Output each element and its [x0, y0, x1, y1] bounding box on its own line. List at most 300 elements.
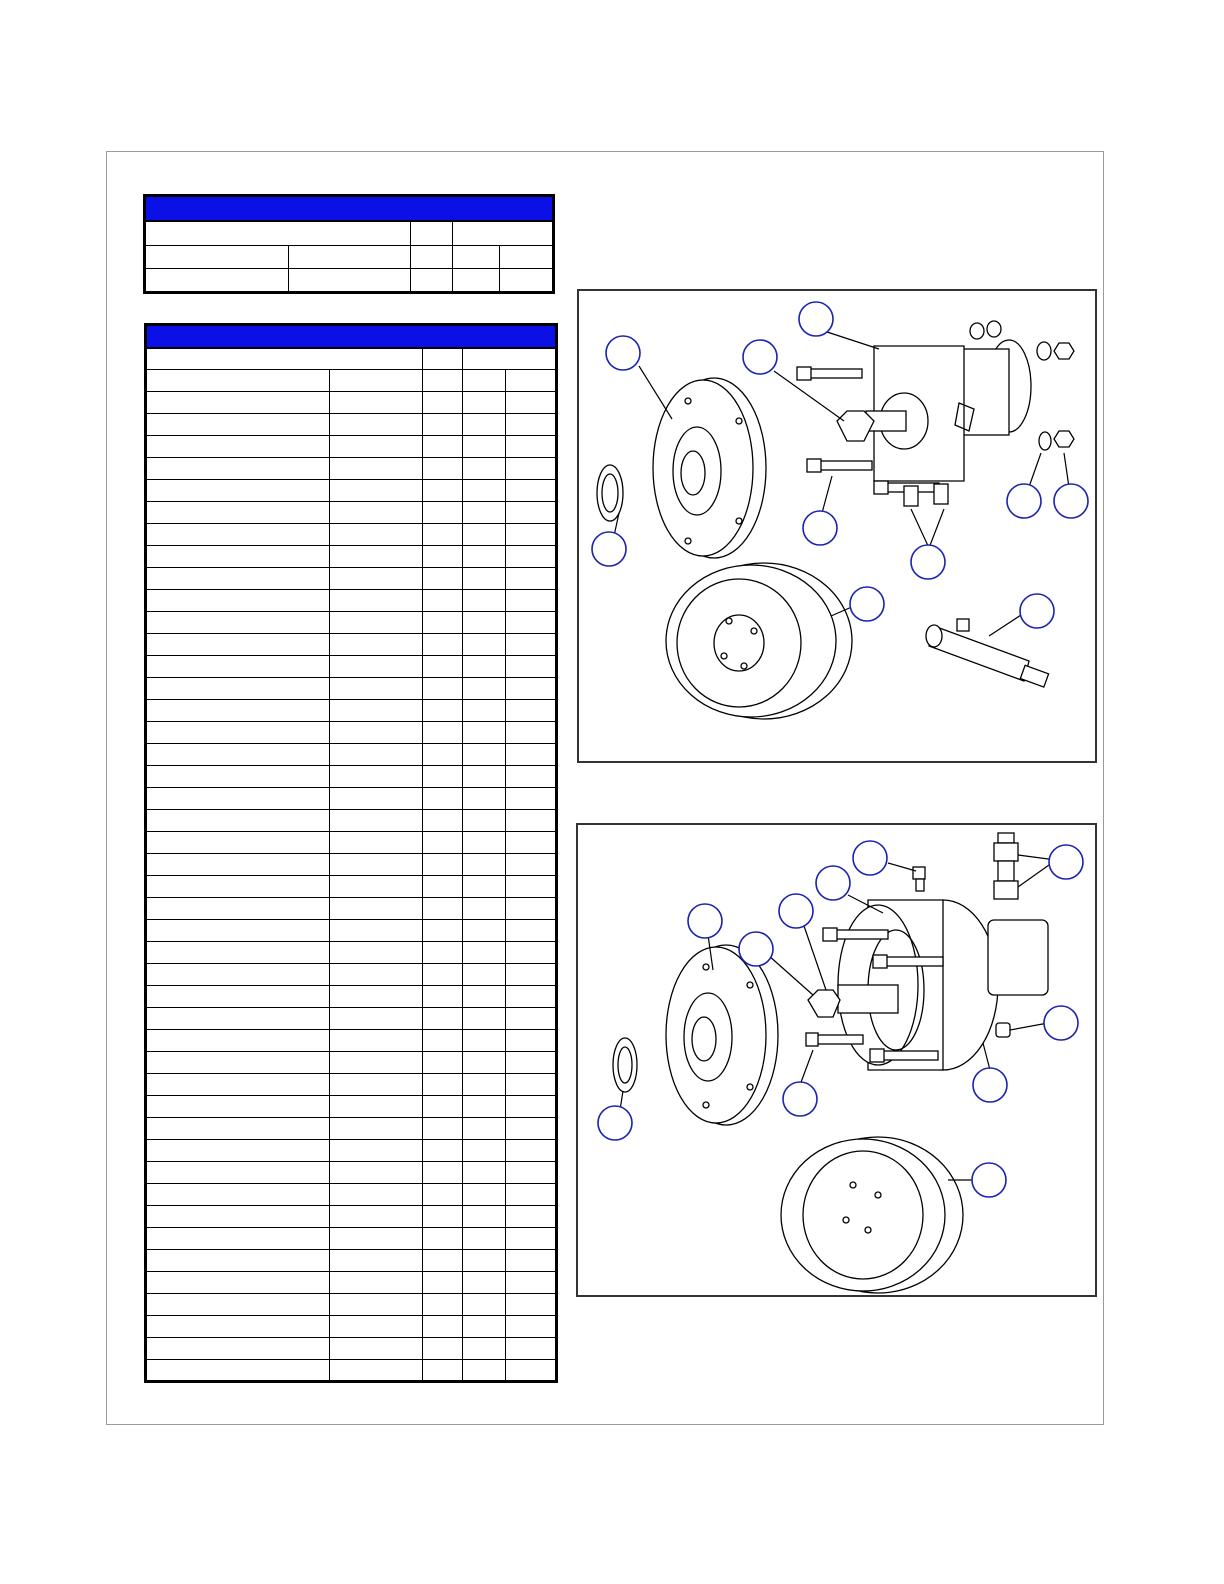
parts-list-cell — [330, 414, 422, 436]
parts-list-cell — [422, 1008, 462, 1030]
parts-list-cell — [146, 524, 330, 546]
parts-list-cell — [505, 1360, 556, 1382]
parts-list-cell — [505, 1052, 556, 1074]
parts-list-cell — [422, 854, 462, 876]
parts-list-cell — [505, 1118, 556, 1140]
parts-list-cell — [462, 612, 505, 634]
parts-list-row — [146, 1096, 557, 1118]
parts-list-cell — [505, 392, 556, 414]
parts-list-cell — [330, 480, 422, 502]
parts-list-cell — [505, 678, 556, 700]
callout-balloon — [592, 532, 626, 566]
parts-list-cell — [422, 1294, 462, 1316]
parts-list-cell — [330, 876, 422, 898]
parts-list-cell — [505, 414, 556, 436]
parts-list-cell — [505, 546, 556, 568]
parts-list-cell — [462, 678, 505, 700]
parts-list-cell — [146, 1030, 330, 1052]
parts-list-cell — [462, 1162, 505, 1184]
parts-list-cell — [330, 722, 422, 744]
parts-list-cell — [462, 568, 505, 590]
parts-list-cell — [422, 1184, 462, 1206]
parts-list-cell — [422, 1272, 462, 1294]
parts-list-cell — [330, 810, 422, 832]
parts-list-cell — [462, 788, 505, 810]
parts-list-cell — [422, 436, 462, 458]
header-table-cell — [289, 269, 411, 293]
parts-list-row — [146, 942, 557, 964]
parts-list-cell — [422, 1096, 462, 1118]
callout-balloon — [1049, 845, 1083, 879]
parts-list-cell — [422, 700, 462, 722]
parts-list-cell — [462, 1074, 505, 1096]
parts-list-cell — [462, 1140, 505, 1162]
parts-list-row — [146, 1228, 557, 1250]
parts-list-cell — [146, 744, 330, 766]
parts-list-cell — [330, 1008, 422, 1030]
header-table-cell — [145, 269, 289, 293]
parts-list-cell — [462, 1316, 505, 1338]
parts-list-cell — [422, 1052, 462, 1074]
callout-balloon — [783, 1082, 817, 1116]
parts-list-cell — [146, 964, 330, 986]
parts-list-cell — [505, 1184, 556, 1206]
parts-list-cell — [146, 1140, 330, 1162]
parts-list-cell — [462, 964, 505, 986]
parts-list-cell — [330, 1162, 422, 1184]
parts-list-cell — [146, 612, 330, 634]
parts-list-cell — [146, 436, 330, 458]
parts-list-row — [146, 700, 557, 722]
parts-list-row — [146, 788, 557, 810]
parts-list-cell — [462, 744, 505, 766]
parts-list-cell — [330, 436, 422, 458]
parts-list-row — [146, 678, 557, 700]
parts-list-cell — [505, 722, 556, 744]
parts-list-row — [146, 766, 557, 788]
parts-list-table — [144, 323, 558, 1383]
callout-balloon — [743, 340, 777, 374]
callout-balloon — [598, 1106, 632, 1140]
hydraulic-motor-illustration — [806, 900, 1048, 1070]
header-table-cell — [410, 246, 452, 269]
parts-list-row — [146, 480, 557, 502]
parts-list-row — [146, 832, 557, 854]
parts-list-row — [146, 458, 557, 480]
parts-list-cell — [462, 1228, 505, 1250]
parts-list-cell — [146, 832, 330, 854]
parts-list-cell — [330, 1052, 422, 1074]
parts-list-cell — [462, 414, 505, 436]
parts-list-cell — [146, 766, 330, 788]
parts-list-cell — [330, 1140, 422, 1162]
parts-list-cell — [422, 744, 462, 766]
parts-list-cell — [422, 524, 462, 546]
parts-list-cell — [505, 1162, 556, 1184]
parts-list-row — [146, 1338, 557, 1360]
parts-list-cell — [330, 1030, 422, 1052]
parts-list-cell — [462, 1250, 505, 1272]
parts-list-cell — [330, 964, 422, 986]
parts-list-cell — [505, 986, 556, 1008]
parts-list-cell — [422, 766, 462, 788]
parts-list-row — [146, 1294, 557, 1316]
callout-balloon — [972, 1163, 1006, 1197]
parts-list-cell — [462, 1338, 505, 1360]
parts-list-row — [146, 392, 557, 414]
parts-list-cell — [146, 898, 330, 920]
parts-list-cell — [422, 1074, 462, 1096]
parts-list-cell — [422, 370, 462, 392]
parts-list-cell — [146, 458, 330, 480]
header-table-cell — [410, 269, 452, 293]
parts-list-row — [146, 1206, 557, 1228]
parts-list-cell — [330, 634, 422, 656]
parts-list-cell — [462, 1184, 505, 1206]
parts-list-cell — [146, 942, 330, 964]
parts-list-cell — [146, 392, 330, 414]
parts-list-cell — [505, 590, 556, 612]
parts-list-row — [146, 744, 557, 766]
parts-list-cell — [330, 1074, 422, 1096]
parts-list-cell — [422, 876, 462, 898]
parts-list-cell — [146, 700, 330, 722]
header-table-cell — [289, 246, 411, 269]
motor-assembly-drawing-2 — [578, 825, 1095, 1295]
parts-list-cell — [146, 414, 330, 436]
parts-list-cell — [330, 546, 422, 568]
parts-list-row — [146, 502, 557, 524]
parts-list-cell — [330, 788, 422, 810]
parts-list-cell — [505, 1206, 556, 1228]
parts-list-cell — [505, 612, 556, 634]
callout-balloon — [799, 302, 833, 336]
parts-list-cell — [505, 634, 556, 656]
parts-list-cell — [462, 854, 505, 876]
parts-list-row — [146, 370, 557, 392]
parts-list-cell — [422, 1030, 462, 1052]
parts-list-cell — [505, 920, 556, 942]
header-table-title-bar — [145, 196, 554, 221]
parts-list-cell — [505, 1140, 556, 1162]
parts-list-row — [146, 414, 557, 436]
parts-list-cell — [505, 766, 556, 788]
parts-list-cell — [462, 436, 505, 458]
parts-list-cell — [422, 1316, 462, 1338]
hub-plate-illustration — [653, 378, 766, 558]
callout-balloon — [739, 932, 773, 966]
parts-list-row — [146, 590, 557, 612]
parts-list-row — [146, 1162, 557, 1184]
callout-balloon — [1054, 484, 1088, 518]
parts-list-cell — [422, 722, 462, 744]
parts-list-row — [146, 1316, 557, 1338]
callout-balloon — [803, 511, 837, 545]
parts-list-cell — [422, 678, 462, 700]
parts-list-cell — [330, 854, 422, 876]
parts-list-row — [146, 1074, 557, 1096]
parts-list-cell — [146, 502, 330, 524]
parts-list-cell — [505, 810, 556, 832]
parts-list-cell — [462, 370, 505, 392]
header-table — [143, 194, 555, 294]
parts-list-cell — [462, 722, 505, 744]
parts-list-cell — [146, 370, 330, 392]
parts-list-cell — [146, 1184, 330, 1206]
parts-list-row — [146, 1360, 557, 1382]
parts-list-row — [146, 920, 557, 942]
parts-list-cell — [146, 1052, 330, 1074]
parts-list-cell — [505, 1316, 556, 1338]
parts-list-row — [146, 634, 557, 656]
parts-list-cell — [146, 1074, 330, 1096]
parts-list-cell — [422, 480, 462, 502]
parts-list-cell — [330, 370, 422, 392]
parts-list-cell — [462, 634, 505, 656]
parts-list-cell — [422, 1206, 462, 1228]
parts-list-cell — [422, 612, 462, 634]
parts-list-subheader-cell — [422, 348, 462, 370]
parts-list-row — [146, 964, 557, 986]
parts-list-cell — [505, 1294, 556, 1316]
parts-list-cell — [462, 986, 505, 1008]
parts-list-cell — [505, 1096, 556, 1118]
callout-balloon — [973, 1068, 1007, 1102]
parts-list-cell — [422, 832, 462, 854]
parts-list-cell — [462, 700, 505, 722]
parts-list-cell — [422, 1118, 462, 1140]
parts-list-cell — [505, 898, 556, 920]
parts-list-cell — [505, 1030, 556, 1052]
parts-list-cell — [462, 1206, 505, 1228]
parts-list-cell — [330, 832, 422, 854]
parts-list-cell — [330, 1294, 422, 1316]
parts-list-cell — [422, 986, 462, 1008]
parts-list-cell — [505, 700, 556, 722]
parts-list-row — [146, 546, 557, 568]
parts-list-cell — [462, 480, 505, 502]
parts-list-cell — [422, 656, 462, 678]
parts-list-row — [146, 612, 557, 634]
header-table-cell — [453, 269, 499, 293]
parts-list-cell — [505, 370, 556, 392]
parts-list-cell — [505, 1228, 556, 1250]
parts-list-cell — [462, 920, 505, 942]
parts-list-cell — [422, 502, 462, 524]
parts-list-cell — [330, 942, 422, 964]
parts-list-cell — [146, 678, 330, 700]
parts-list-cell — [422, 546, 462, 568]
parts-list-cell — [505, 568, 556, 590]
parts-list-cell — [330, 700, 422, 722]
parts-list-row — [146, 898, 557, 920]
callout-balloon — [1007, 484, 1041, 518]
parts-list-cell — [422, 898, 462, 920]
parts-list-cell — [505, 964, 556, 986]
parts-list-cell — [505, 832, 556, 854]
parts-list-row — [146, 1272, 557, 1294]
parts-list-cell — [146, 1294, 330, 1316]
parts-list-cell — [330, 1316, 422, 1338]
parts-list-cell — [422, 458, 462, 480]
parts-list-cell — [330, 1228, 422, 1250]
parts-list-cell — [462, 942, 505, 964]
parts-list-row — [146, 568, 557, 590]
parts-list-row — [146, 810, 557, 832]
fitting-illustration — [913, 833, 1018, 899]
parts-list-cell — [146, 1096, 330, 1118]
hub-plate-illustration — [666, 945, 778, 1125]
parts-list-cell — [462, 392, 505, 414]
parts-list-cell — [462, 1008, 505, 1030]
parts-list-cell — [505, 1338, 556, 1360]
parts-list-row — [146, 1118, 557, 1140]
parts-list-cell — [330, 458, 422, 480]
parts-list-cell — [422, 788, 462, 810]
parts-list-cell — [505, 436, 556, 458]
parts-list-cell — [330, 502, 422, 524]
parts-list-cell — [146, 1008, 330, 1030]
parts-list-row — [146, 436, 557, 458]
parts-list-cell — [505, 480, 556, 502]
parts-list-cell — [146, 722, 330, 744]
parts-list-cell — [462, 502, 505, 524]
parts-list-cell — [330, 1250, 422, 1272]
parts-list-cell — [146, 1360, 330, 1382]
header-table-cell — [410, 221, 452, 246]
parts-list-cell — [422, 1338, 462, 1360]
parts-list-cell — [330, 1206, 422, 1228]
callout-balloon — [816, 866, 850, 900]
parts-list-cell — [422, 634, 462, 656]
parts-list-cell — [462, 546, 505, 568]
parts-list-title-bar — [146, 325, 557, 348]
parts-list-cell — [330, 766, 422, 788]
parts-list-cell — [505, 876, 556, 898]
header-table-cell — [499, 246, 553, 269]
parts-list-cell — [462, 1096, 505, 1118]
callout-balloon — [1044, 1006, 1078, 1040]
parts-list-cell — [330, 656, 422, 678]
parts-list-cell — [146, 1338, 330, 1360]
parts-list-cell — [146, 1250, 330, 1272]
steering-cylinder-illustration — [926, 619, 1049, 687]
parts-list-cell — [330, 744, 422, 766]
parts-list-cell — [462, 524, 505, 546]
parts-list-cell — [462, 1294, 505, 1316]
parts-list-cell — [422, 942, 462, 964]
parts-list-cell — [422, 810, 462, 832]
parts-list-cell — [462, 832, 505, 854]
parts-list-cell — [330, 1272, 422, 1294]
parts-list-cell — [505, 502, 556, 524]
parts-list-cell — [462, 1052, 505, 1074]
callout-balloon — [911, 545, 945, 579]
parts-list-cell — [422, 590, 462, 612]
parts-list-cell — [330, 986, 422, 1008]
parts-list-subheader-cell — [462, 348, 556, 370]
parts-list-cell — [505, 788, 556, 810]
hydraulic-motor-illustration — [797, 340, 1031, 506]
parts-list-cell — [505, 656, 556, 678]
parts-list-cell — [146, 1162, 330, 1184]
parts-list-cell — [146, 788, 330, 810]
parts-list-row — [146, 1008, 557, 1030]
parts-list-cell — [462, 1118, 505, 1140]
parts-list-subheader-cell — [146, 348, 423, 370]
parts-list-cell — [330, 1184, 422, 1206]
parts-list-cell — [462, 590, 505, 612]
parts-list-row — [146, 722, 557, 744]
parts-list-cell — [505, 1272, 556, 1294]
parts-list-cell — [422, 568, 462, 590]
parts-list-cell — [146, 1206, 330, 1228]
callout-balloon — [779, 894, 813, 928]
exploded-view-figure-2 — [576, 823, 1097, 1297]
parts-list-cell — [330, 612, 422, 634]
parts-list-cell — [505, 458, 556, 480]
parts-list-row — [146, 656, 557, 678]
parts-list-row — [146, 1030, 557, 1052]
parts-list-cell — [146, 634, 330, 656]
parts-list-cell — [505, 1008, 556, 1030]
parts-list-cell — [505, 1074, 556, 1096]
header-table-cell — [145, 246, 289, 269]
parts-list-cell — [330, 678, 422, 700]
parts-list-cell — [146, 1272, 330, 1294]
wheel-illustration — [666, 563, 852, 719]
parts-list-cell — [330, 898, 422, 920]
parts-list-cell — [330, 590, 422, 612]
parts-list-cell — [422, 414, 462, 436]
parts-list-cell — [146, 1228, 330, 1250]
lock-washer-illustration — [597, 465, 623, 521]
parts-list-cell — [422, 1162, 462, 1184]
callout-balloon — [850, 587, 884, 621]
parts-list-cell — [462, 1030, 505, 1052]
parts-list-cell — [505, 1250, 556, 1272]
parts-list-cell — [462, 1272, 505, 1294]
parts-list-row — [146, 1140, 557, 1162]
parts-list-row — [146, 1184, 557, 1206]
parts-list-cell — [422, 1360, 462, 1382]
motor-assembly-drawing-1 — [579, 291, 1095, 761]
parts-list-cell — [146, 986, 330, 1008]
parts-list-cell — [146, 810, 330, 832]
parts-list-cell — [422, 920, 462, 942]
parts-list-cell — [422, 1250, 462, 1272]
parts-list-cell — [505, 854, 556, 876]
parts-list-cell — [462, 656, 505, 678]
parts-list-cell — [146, 568, 330, 590]
header-table-cell — [453, 221, 554, 246]
parts-list-cell — [462, 1360, 505, 1382]
parts-list-row — [146, 986, 557, 1008]
parts-list-row — [146, 524, 557, 546]
callout-balloon — [853, 841, 887, 875]
parts-list-cell — [330, 1096, 422, 1118]
lock-washer-illustration — [613, 1038, 637, 1092]
parts-list-cell — [422, 964, 462, 986]
header-table-cell — [499, 269, 553, 293]
callout-balloon — [606, 336, 640, 370]
parts-list-cell — [330, 1118, 422, 1140]
parts-list-cell — [462, 898, 505, 920]
parts-list-cell — [146, 876, 330, 898]
parts-list-cell — [330, 1360, 422, 1382]
parts-list-cell — [422, 1140, 462, 1162]
parts-list-row — [146, 876, 557, 898]
